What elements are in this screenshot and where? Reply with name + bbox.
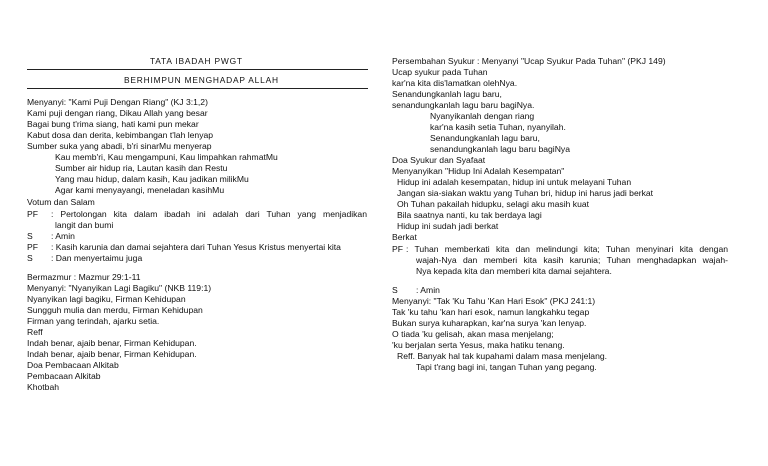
persembahan-line: kar'na kita dis'lamatkan olehNya. (392, 78, 518, 88)
section-heading: BERHIMPUN MENGHADAP ALLAH (124, 75, 279, 85)
song2-line: Nyanyikan lagi bagiku, Firman Kehidupan (27, 294, 186, 304)
song2-reff-label: Reff (27, 327, 43, 337)
order-of-service-title: TATA IBADAH PWGT (150, 56, 243, 66)
song2-title: Menyanyi: "Nyanyikan Lagi Bagiku" (NKB 119:1) (27, 283, 212, 293)
song4-title: Menyanyi: "Tak 'Ku Tahu 'Kan Hari Esok" (PKJ 241:1) (392, 296, 596, 306)
song4-line: Tak 'ku tahu 'kan hari esok, namun langkahku tegap (392, 307, 590, 317)
s-label: S (392, 285, 398, 295)
closing-item: Khotbah (27, 382, 60, 392)
song4-line: Bukan surya kuharapkan, kar'na surya 'kan lenyap. (392, 318, 587, 328)
song1-line: Kabut dosa dan derita, kebimbangan t'lah lenyap (27, 130, 214, 140)
song4-reff-line: Tapi t'rang bagi ini, tangan Tuhan yang pegang. (416, 362, 597, 372)
closing-item: Pembacaan Alkitab (27, 371, 101, 381)
song1-refrain-line: Sumber air hidup ria, Lautan kasih dan Restu (55, 163, 228, 173)
doa-syafaat: Doa Syukur dan Syafaat (392, 155, 486, 165)
song1-title: Menyanyi: "Kami Puji Dengan Riang" (KJ 3:1,2) (27, 97, 208, 107)
s-text: : Amin (416, 285, 440, 295)
pf-text: : Tuhan memberkati kita dan melindungi kita; Tuhan menyinari kita dengan (406, 244, 728, 254)
s-text: : Amin (51, 231, 75, 241)
persembahan-title: Persembahan Syukur : Menyanyi "Ucap Syukur Pada Tuhan" (PKJ 149) (392, 56, 666, 66)
berkat-title: Berkat (392, 232, 417, 242)
song3-title: Menyanyikan "Hidup Ini Adalah Kesempatan" (392, 166, 565, 176)
closing-item: Doa Pembacaan Alkitab (27, 360, 119, 370)
song1-refrain-line: Agar kami menyayangi, meneladan kasihMu (55, 185, 225, 195)
pf-text: : Pertolongan kita dalam ibadah ini adalah dari Tuhan yang menjadikan (51, 209, 367, 219)
song4-line: O tiada 'ku gelisah, akan masa menjelang; (392, 329, 554, 339)
title-divider (27, 69, 368, 70)
persembahan-line: senandungkanlah lagu baru bagiNya. (392, 100, 535, 110)
song2-line: Indah benar, ajaib benar, Firman Kehidupan. (27, 338, 197, 348)
s-label: S (27, 253, 33, 263)
song1-line: Sumber suka yang abadi, b'ri sinarMu menyerap (27, 141, 212, 151)
pf-text: : Kasih karunia dan damai sejahtera dari Tuhan Yesus Kristus menyertai kita (51, 242, 341, 252)
pf-text-cont: Nya kepada kita dan memberi kita damai sejahtera. (416, 266, 612, 276)
pf-label: PF (392, 244, 403, 254)
persembahan-refrain-line: kar'na kasih setia Tuhan, nyanyilah. (430, 122, 566, 132)
song3-line: Bila saatnya nanti, ku tak berdaya lagi (397, 210, 542, 220)
pf-label: PF (27, 242, 38, 252)
song2-line: Sungguh mulia dan merdu, Firman Kehidupan (27, 305, 203, 315)
persembahan-refrain-line: senandungkanlah lagu baru bagiNya (430, 144, 570, 154)
persembahan-refrain-line: Nyanyikanlah dengan riang (430, 111, 535, 121)
persembahan-line: Ucap syukur pada Tuhan (392, 67, 488, 77)
persembahan-refrain-line: Senandungkanlah lagu baru, (430, 133, 540, 143)
persembahan-line: Senandungkanlah lagu baru, (392, 89, 502, 99)
s-label: S (27, 231, 33, 241)
song2-line: Firman yang terindah, ajarku setia. (27, 316, 160, 326)
song1-line: Kami puji dengan riang, Dikau Allah yang besar (27, 108, 208, 118)
pf-label: PF (27, 209, 38, 219)
pf-text-cont: langit dan bumi (55, 220, 114, 230)
song3-line: Oh Tuhan pakailah hidupku, selagi aku masih kuat (397, 199, 590, 209)
song3-line: Hidup ini sudah jadi berkat (397, 221, 499, 231)
votum-title: Votum dan Salam (27, 197, 95, 207)
song2-line: Indah benar, ajaib benar, Firman Kehidupan. (27, 349, 197, 359)
bermazmur: Bermazmur : Mazmur 29:1-11 (27, 272, 141, 282)
song3-line: Hidup ini adalah kesempatan, hidup ini untuk melayani Tuhan (397, 177, 632, 187)
song1-refrain-line: Yang mau hidup, dalam kasih, Kau jadikan milikMu (55, 174, 249, 184)
song1-refrain-line: Kau memb'ri, Kau mengampuni, Kau limpahkan rahmatMu (55, 152, 278, 162)
song3-line: Jangan sia-siakan waktu yang Tuhan bri, hidup ini harus jadi berkat (397, 188, 654, 198)
song4-reff: Reff. Banyak hal tak kupahami dalam masa menjelang. (397, 351, 608, 361)
heading-divider (27, 88, 368, 89)
pf-text-cont: wajah-Nya dan memberi kita kasih karunia; Tuhan menghadapkan wajah- (416, 255, 728, 265)
song4-line: 'ku berjalan serta Yesus, maka hatiku tenang. (392, 340, 565, 350)
s-text: : Dan menyertaimu juga (51, 253, 143, 263)
song1-line: Bagai bung t'rima siang, hati kami pun mekar (27, 119, 199, 129)
